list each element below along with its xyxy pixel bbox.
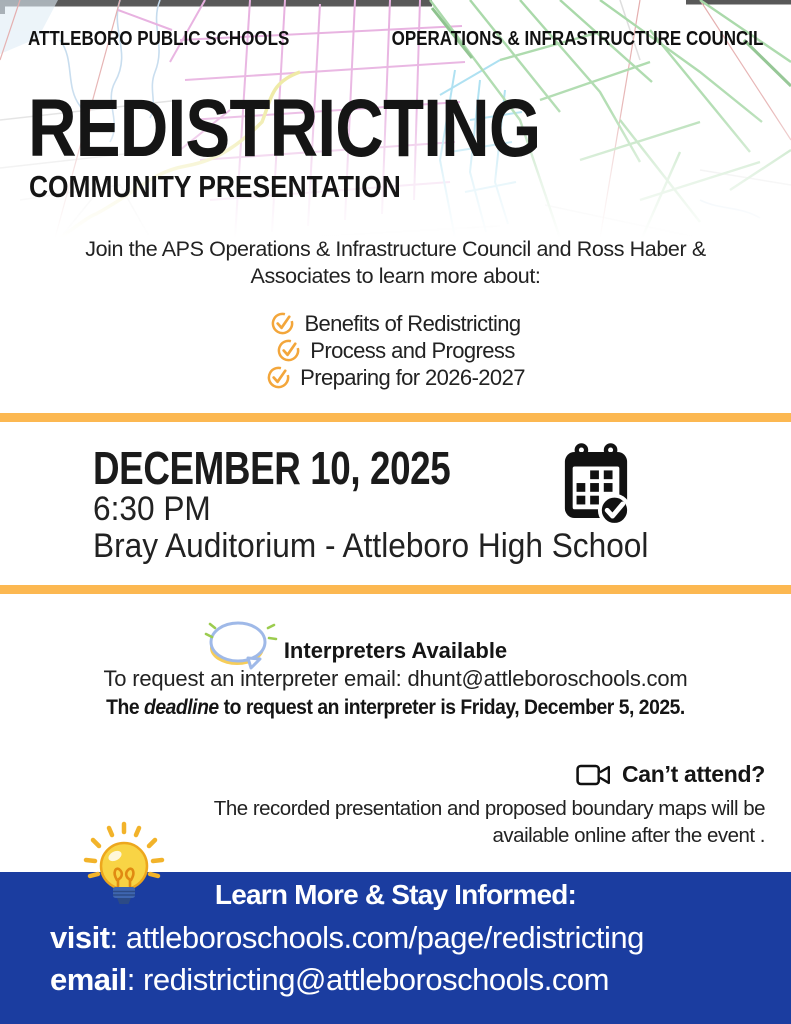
list-item (0, 337, 791, 364)
cant-attend-heading: Can’t attend? (621, 761, 765, 787)
cant-attend-body (214, 795, 765, 849)
topics-list (0, 310, 791, 391)
visit-url: : attleboroschools.com/page/redistricting (109, 920, 644, 955)
event-date: DECEMBER 10, 2025 (93, 442, 451, 494)
check-circle-icon (276, 338, 301, 363)
divider-bar-bottom (0, 585, 791, 594)
council-name: OPERATIONS & INFRASTRUCTURE COUNCIL (391, 28, 763, 50)
interpreter-request-text: To request an interpreter email: (103, 666, 408, 691)
footer-visit-line (50, 920, 644, 956)
topic-label: Benefits of Redistricting (304, 310, 521, 336)
cant-attend-line-1: The recorded presentation and proposed boundary maps will be (213, 797, 765, 820)
intro-line-1: Join the APS Operations & Infrastructure Council and Ross Haber & (85, 237, 706, 261)
divider-bar-top (0, 413, 791, 422)
lightbulb-icon (78, 820, 170, 920)
check-circle-icon (270, 311, 295, 336)
visit-label: visit (50, 920, 110, 955)
interpreter-request-line (0, 666, 791, 692)
event-location: Bray Auditorium - Attleboro High School (93, 527, 649, 565)
footer-heading: Learn More & Stay Informed: (214, 879, 577, 910)
check-circle-icon (266, 365, 291, 390)
calendar-check-icon (561, 440, 631, 530)
list-item (0, 310, 791, 337)
list-item (0, 364, 791, 391)
topic-label: Preparing for 2026-2027 (300, 364, 525, 390)
video-camera-icon (576, 762, 612, 788)
topic-label: Process and Progress (310, 337, 515, 363)
intro-paragraph (0, 236, 791, 289)
deadline-prefix: The (106, 696, 145, 719)
deadline-suffix: to request an interpreter is Friday, December 5, 2025. (218, 696, 685, 719)
cant-attend-heading-row (214, 761, 765, 788)
email-address: : redistricting@attleboroschools.com (126, 962, 609, 997)
interpreter-email: dhunt@attleboroschools.com (407, 666, 688, 691)
footer-email-line (50, 962, 609, 998)
cant-attend-line-2: available online after the event . (492, 824, 765, 848)
interpreters-heading: Interpreters Available (283, 638, 508, 663)
event-time: 6:30 PM (93, 490, 211, 528)
interpreter-deadline-line (32, 696, 760, 720)
page-subtitle: COMMUNITY PRESENTATION (29, 169, 401, 204)
org-name: ATTLEBORO PUBLIC SCHOOLS (28, 28, 290, 50)
page-title: REDISTRICTING (28, 83, 541, 174)
email-label: email (50, 962, 127, 997)
cant-attend-block (214, 761, 765, 849)
intro-line-2: Associates to learn more about: (250, 263, 541, 288)
deadline-word: deadline (144, 696, 219, 719)
